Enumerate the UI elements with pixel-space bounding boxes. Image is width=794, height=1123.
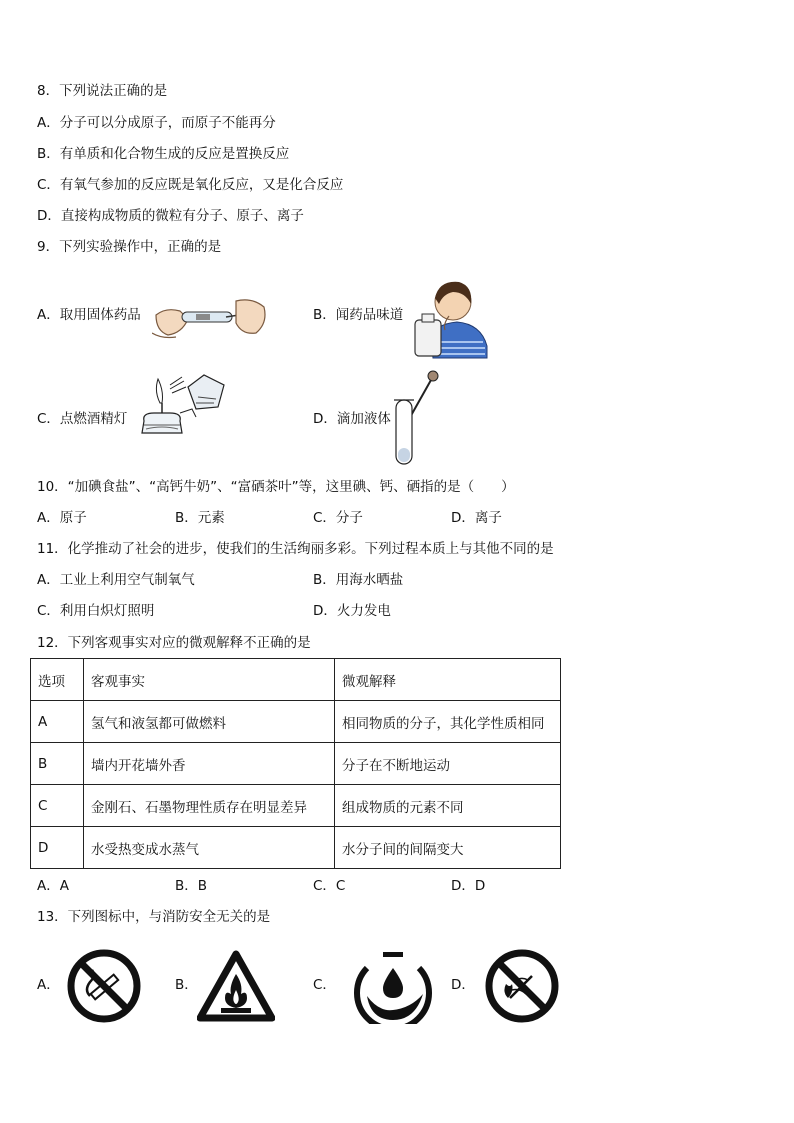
lighting-alcohol-lamp-illustration bbox=[132, 373, 228, 439]
q10-option-a: A．原子 bbox=[37, 510, 87, 526]
q8-option-d: D．直接构成物质的微粒有分子、原子、离子 bbox=[37, 208, 304, 224]
q13-stem: 13．下列图标中，与消防安全无关的是 bbox=[37, 909, 271, 925]
table-row bbox=[31, 743, 561, 785]
table-cell: 氢气和液氢都可做燃料 bbox=[84, 701, 335, 743]
table-row bbox=[31, 827, 561, 869]
q9-option-d: D．滴加液体 bbox=[313, 411, 391, 427]
table-cell: 相同物质的分子，其化学性质相同 bbox=[335, 701, 561, 743]
q11-option-d: D．火力发电 bbox=[313, 603, 391, 619]
table-row bbox=[31, 785, 561, 827]
q13-option-c: C． bbox=[313, 977, 336, 993]
student-smelling-bottle-illustration bbox=[413, 276, 489, 360]
q8-option-b: B．有单质和化合物生成的反应是置换反应 bbox=[37, 146, 290, 162]
q8-stem: 8．下列说法正确的是 bbox=[37, 83, 168, 99]
table-cell: 金刚石、石墨物理性质存在明显差异 bbox=[84, 785, 335, 827]
hands-holding-test-tube-illustration bbox=[152, 293, 268, 345]
water-saving-sign-icon bbox=[353, 948, 433, 1024]
table-cell: 组成物质的元素不同 bbox=[335, 785, 561, 827]
table-cell: D bbox=[31, 827, 84, 869]
q11-option-a: A．工业上利用空气制氧气 bbox=[37, 572, 195, 588]
q13-option-b: B． bbox=[175, 977, 198, 993]
q10-option-d: D．离子 bbox=[451, 510, 502, 526]
table-row bbox=[31, 701, 561, 743]
q11-option-c: C．利用白炽灯照明 bbox=[37, 603, 155, 619]
q9-option-b: B．闻药品味道 bbox=[313, 307, 404, 323]
table-header-cell: 微观解释 bbox=[335, 659, 561, 701]
table-cell: A bbox=[31, 701, 84, 743]
q12-option-d: D．D bbox=[451, 878, 486, 894]
dropper-over-test-tube-illustration bbox=[392, 370, 442, 470]
q10-stem: 10．“加碘食盐”、“高钙牛奶”、“富硒茶叶”等，这里碘、钙、硒指的是（ ） bbox=[37, 479, 515, 495]
table-cell: 墙内开花墙外香 bbox=[84, 743, 335, 785]
q10-option-c: C．分子 bbox=[313, 510, 363, 526]
q8-option-c: C．有氧气参加的反应既是氧化反应，又是化合反应 bbox=[37, 177, 344, 193]
q13-option-a: A． bbox=[37, 977, 60, 993]
q12-option-c: C．C bbox=[313, 878, 346, 894]
table-header-cell: 客观事实 bbox=[84, 659, 335, 701]
q10-option-b: B．元素 bbox=[175, 510, 225, 526]
q9-option-c: C．点燃酒精灯 bbox=[37, 411, 128, 427]
q12-table bbox=[30, 658, 561, 869]
q9-option-a: A．取用固体药品 bbox=[37, 307, 141, 323]
q13-option-d: D． bbox=[451, 977, 475, 993]
no-open-flame-sign-icon bbox=[484, 948, 560, 1024]
q12-stem: 12．下列客观事实对应的微观解释不正确的是 bbox=[37, 635, 311, 651]
q9-stem: 9．下列实验操作中，正确的是 bbox=[37, 239, 222, 255]
table-header-row bbox=[31, 659, 561, 701]
table-cell: 水受热变成水蒸气 bbox=[84, 827, 335, 869]
table-header-cell: 选项 bbox=[31, 659, 84, 701]
table-cell: C bbox=[31, 785, 84, 827]
table-cell: B bbox=[31, 743, 84, 785]
q12-option-a: A．A bbox=[37, 878, 69, 894]
table-cell: 分子在不断地运动 bbox=[335, 743, 561, 785]
q12-option-b: B．B bbox=[175, 878, 208, 894]
table-cell: 水分子间的间隔变大 bbox=[335, 827, 561, 869]
q11-stem: 11．化学推动了社会的进步，使我们的生活绚丽多彩。下列过程本质上与其他不同的是 bbox=[37, 541, 554, 557]
no-smoking-sign-icon bbox=[66, 948, 142, 1024]
q11-option-b: B．用海水晒盐 bbox=[313, 572, 404, 588]
flammable-warning-sign-icon bbox=[197, 950, 275, 1022]
q8-option-a: A．分子可以分成原子，而原子不能再分 bbox=[37, 115, 276, 131]
